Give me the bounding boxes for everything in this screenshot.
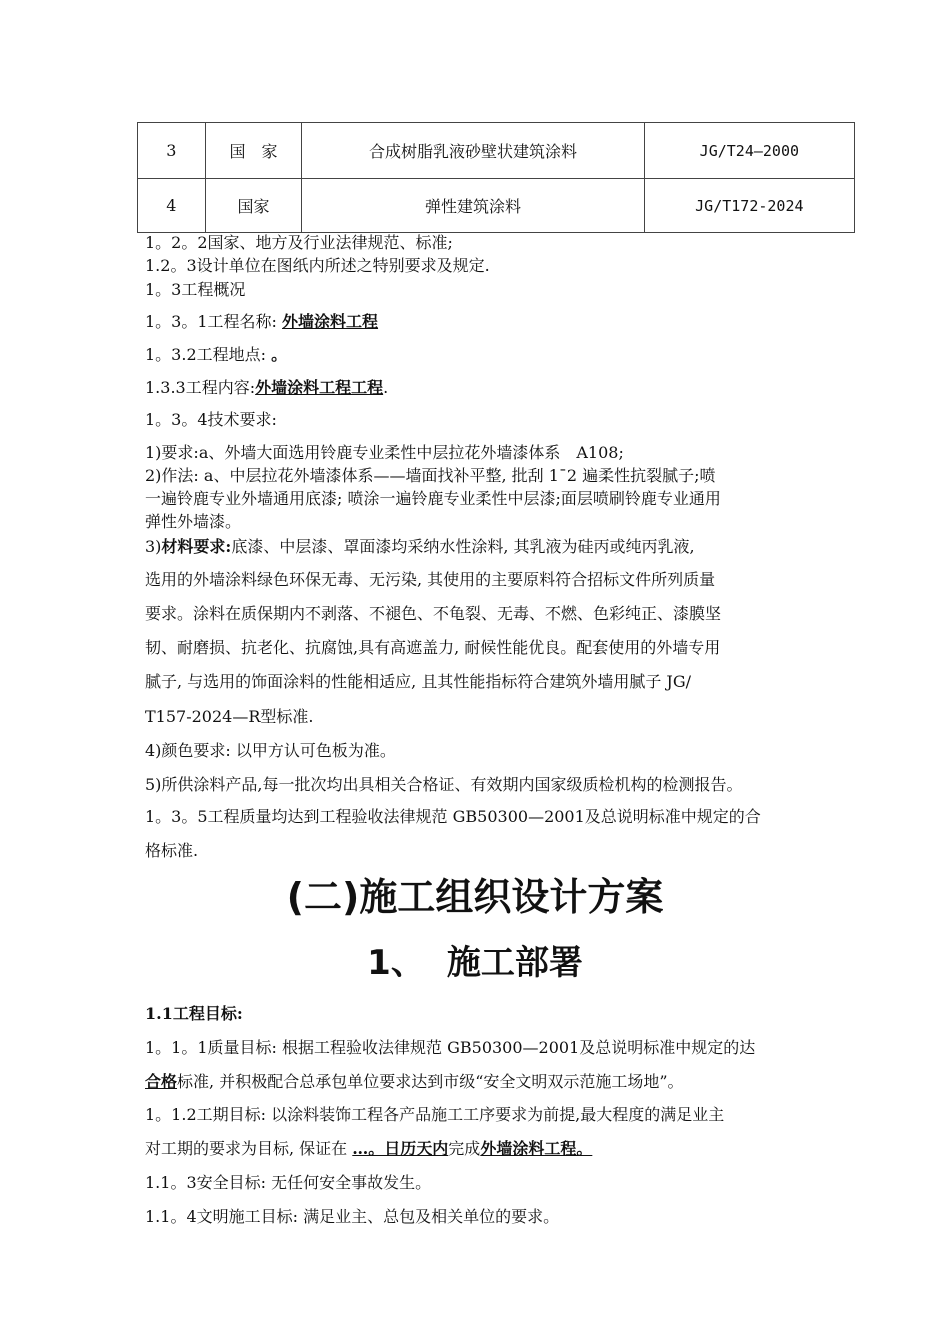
text-line: 1。1。1质量目标: 根据工程验收法律规范 GB50300—2001及总说明标准中规定的达 <box>145 1038 756 1057</box>
text-line: 一遍铃鹿专业外墙通用底漆; 喷涂一遍铃鹿专业柔性中层漆;面层喷刷铃鹿专业通用 <box>145 489 721 508</box>
goal-heading: 1.1工程目标: <box>145 1004 243 1023</box>
subsection-heading <box>0 940 950 986</box>
schedule-goal-line: 对工期的要求为目标, 保证在 …。日历天内完成外墙涂料工程。 <box>145 1139 593 1158</box>
row-standard-code: JG/T24—2000 <box>644 123 854 179</box>
row-standard-code: JG/T172-2024 <box>644 179 854 233</box>
row-level: 国家 <box>205 179 302 233</box>
project-name-ref: 外墙涂料工程。 <box>480 1139 593 1158</box>
text-line: 选用的外墙涂料绿色环保无毒、无污染, 其使用的主要原料符合招标文件所列质量 <box>145 570 716 589</box>
text-line: 要求。涂料在质保期内不剥落、不褪色、不龟裂、无毒、不燃、色彩纯正、漆膜坚 <box>145 604 722 623</box>
project-location-line <box>145 345 287 365</box>
text-line: 4)颜色要求: 以甲方认可色板为准。 <box>145 741 396 760</box>
text-line: 1。3。4技术要求: <box>145 410 277 429</box>
text-line: 腻子, 与选用的饰面涂料的性能相适应, 且其性能指标符合建筑外墙用腻子 JG/ <box>145 672 692 691</box>
text-line: 格标准. <box>145 841 199 860</box>
standards-table <box>137 122 855 233</box>
text-line: 2)作法: a、中层拉花外墙漆体系——墙面找补平整, 批刮 1¯2 遍柔性抗裂腻子;喷 <box>145 466 716 485</box>
text-line: 1.2。3设计单位在图纸内所述之特别要求及规定. <box>145 256 490 275</box>
calendar-days-value: …。日历天内 <box>352 1139 449 1158</box>
section-heading: (二)施工组织设计方案 <box>286 875 664 919</box>
row-level: 国 家 <box>205 123 302 179</box>
row-number: 3 <box>138 123 206 179</box>
text-line: 韧、耐磨损、抗老化、抗腐蚀,具有高遮盖力, 耐候性能优良。配套使用的外墙专用 <box>145 638 721 657</box>
text-line: 1。3工程概况 <box>145 280 246 299</box>
label: 1。3.2工程地点: <box>145 345 267 364</box>
material-requirement-label: 材料要求: <box>161 537 232 556</box>
table-row <box>138 123 855 179</box>
label: 1.3.3工程内容: <box>145 378 256 397</box>
row-standard-name: 合成树脂乳液砂壁状建筑涂料 <box>302 123 644 179</box>
row-number: 4 <box>138 179 206 233</box>
subsection-number: 1、 <box>367 943 425 983</box>
project-name-value: 外墙涂料工程 <box>282 312 379 331</box>
qualified-label: 合格 <box>145 1072 178 1091</box>
subsection-title: 施工部署 <box>446 943 583 983</box>
project-location-value: 。 <box>271 345 288 364</box>
row-standard-name: 弹性建筑涂料 <box>302 179 644 233</box>
text-line: 1)要求:a、外墙大面选用铃鹿专业柔性中层拉花外墙漆体系 A108; <box>145 443 624 462</box>
quality-goal-line: 合格标准, 并积极配合总承包单位要求达到市级“安全文明双示范施工场地”。 <box>145 1072 684 1091</box>
text-line: 5)所供涂料产品,每一批次均出具相关合格证、有效期内国家级质检机构的检测报告。 <box>145 775 743 794</box>
project-content-line: 1.3.3工程内容:外墙涂料工程工程. <box>145 378 389 397</box>
project-content-value: 外墙涂料工程工程 <box>255 378 384 397</box>
label: 1。3。1工程名称: <box>145 312 277 331</box>
text-line: 1。2。2国家、地方及行业法律规范、标准; <box>145 233 453 252</box>
table-row <box>138 179 855 233</box>
text-line: 弹性外墙漆。 <box>145 512 242 531</box>
material-requirement-line: 3)材料要求:底漆、中层漆、罩面漆均采纳水性涂料, 其乳液为硅丙或纯丙乳液, <box>145 537 695 556</box>
text-line: T157-2024—R型标准. <box>145 707 314 726</box>
project-name-line <box>145 312 378 332</box>
text-line: 1.1。3安全目标: 无任何安全事故发生。 <box>145 1173 432 1192</box>
text-line: 1。3。5工程质量均达到工程验收法律规范 GB50300—2001及总说明标准中规定的合 <box>145 807 761 826</box>
text-line: 1。1.2工期目标: 以涂料装饰工程各产品施工工序要求为前提,最大程度的满足业主 <box>145 1105 725 1124</box>
text-line: 1.1。4文明施工目标: 满足业主、总包及相关单位的要求。 <box>145 1207 560 1226</box>
